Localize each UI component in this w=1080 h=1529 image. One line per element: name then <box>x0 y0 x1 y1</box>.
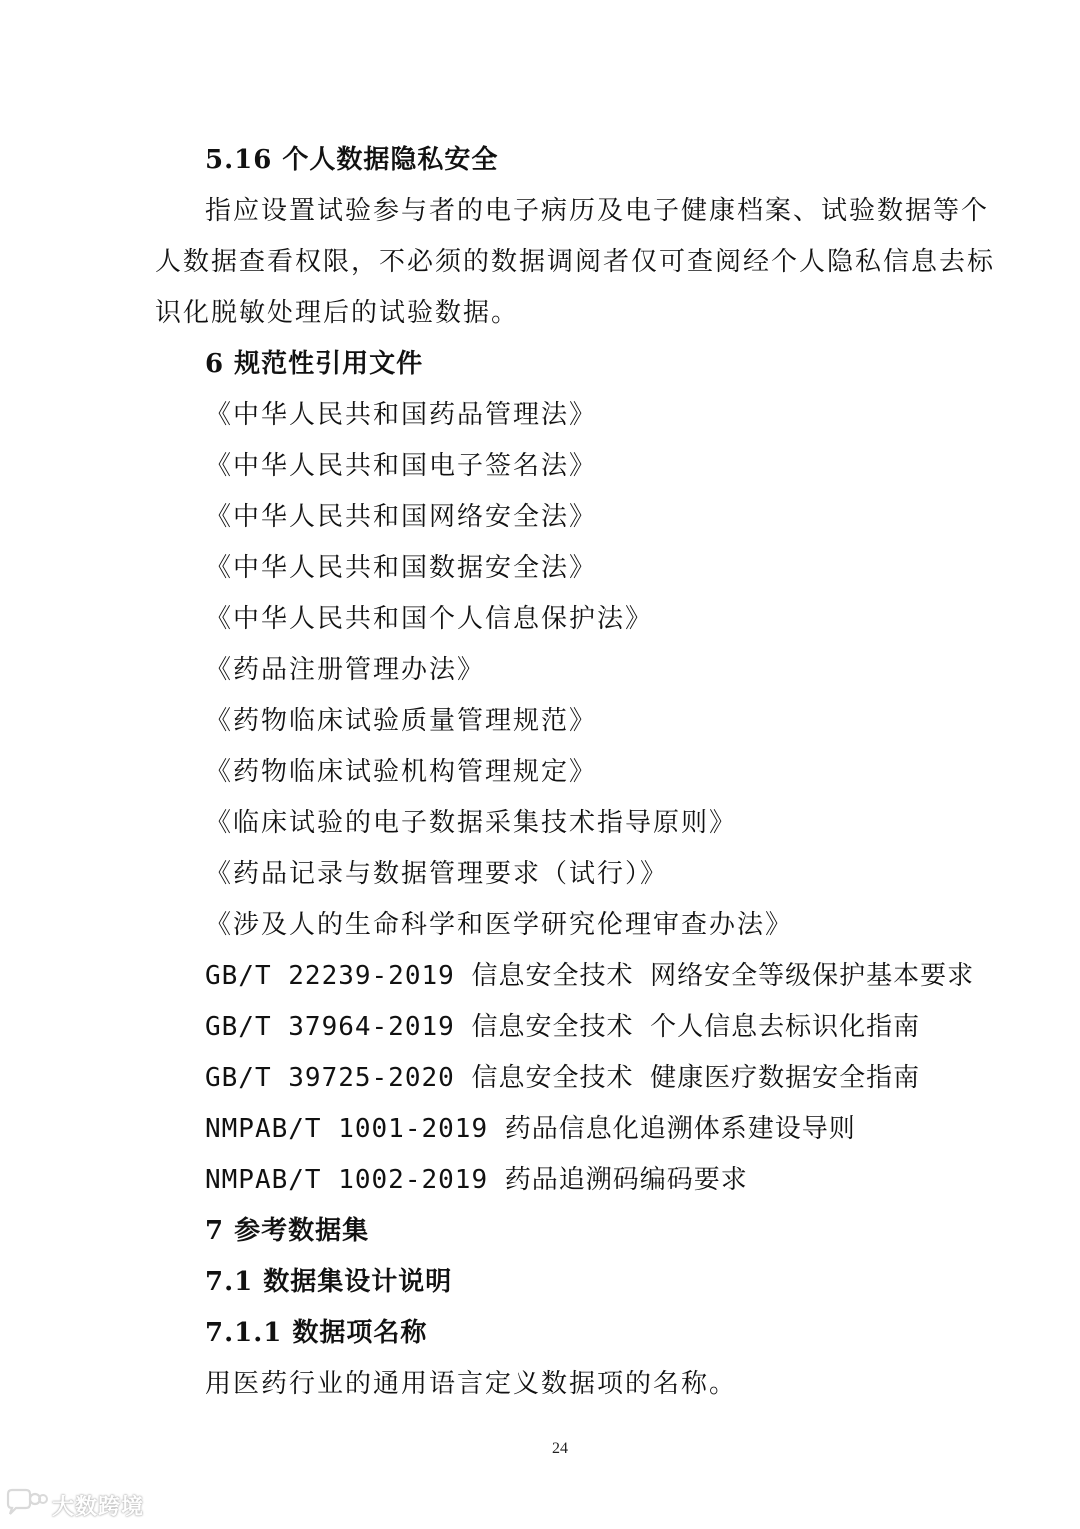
page-number: 24 <box>552 1440 568 1457</box>
reference-item: GB/T 39725-2020 信息安全技术 健康医疗数据安全指南 <box>205 1063 921 1093</box>
paragraph-line: 识化脱敏处理后的试验数据。 <box>155 298 520 328</box>
section-heading-5-16: 5.16 个人数据隐私安全 <box>205 145 499 175</box>
reference-item: 《中华人民共和国网络安全法》 <box>205 502 598 532</box>
reference-item: 《药品记录与数据管理要求（试行）》 <box>205 859 669 889</box>
reference-item: 《中华人民共和国电子签名法》 <box>205 451 598 481</box>
paragraph-line: 用医药行业的通用语言定义数据项的名称。 <box>205 1369 738 1399</box>
watermark <box>4 1488 144 1522</box>
reference-item: GB/T 37964-2019 信息安全技术 个人信息去标识化指南 <box>205 1012 921 1042</box>
section-heading-7: 7 参考数据集 <box>205 1216 370 1246</box>
section-heading-6: 6 规范性引用文件 <box>205 349 424 379</box>
reference-item: 《药物临床试验质量管理规范》 <box>205 706 598 736</box>
paragraph-line: 指应设置试验参与者的电子病历及电子健康档案、试验数据等个 <box>205 196 990 226</box>
chat-bubble-logo-icon <box>4 1488 48 1522</box>
reference-item: NMPAB/T 1002-2019 药品追溯码编码要求 <box>205 1165 748 1195</box>
watermark-text: 大数跨境 <box>52 1494 145 1520</box>
reference-item: 《中华人民共和国数据安全法》 <box>205 553 598 583</box>
reference-item: 《涉及人的生命科学和医学研究伦理审查办法》 <box>205 910 794 940</box>
reference-item: 《中华人民共和国药品管理法》 <box>205 400 598 430</box>
reference-item: GB/T 22239-2019 信息安全技术 网络安全等级保护基本要求 <box>205 961 975 991</box>
section-heading-7-1: 7.1 数据集设计说明 <box>205 1267 453 1297</box>
reference-item: 《中华人民共和国个人信息保护法》 <box>205 604 654 634</box>
reference-item: 《药品注册管理办法》 <box>205 655 486 685</box>
paragraph-line: 人数据查看权限，不必须的数据调阅者仅可查阅经个人隐私信息去标 <box>155 247 996 277</box>
reference-item: 《药物临床试验机构管理规定》 <box>205 757 598 787</box>
reference-item: 《临床试验的电子数据采集技术指导原则》 <box>205 808 738 838</box>
section-heading-7-1-1: 7.1.1 数据项名称 <box>205 1318 428 1348</box>
reference-item: NMPAB/T 1001-2019 药品信息化追溯体系建设导则 <box>205 1114 856 1144</box>
